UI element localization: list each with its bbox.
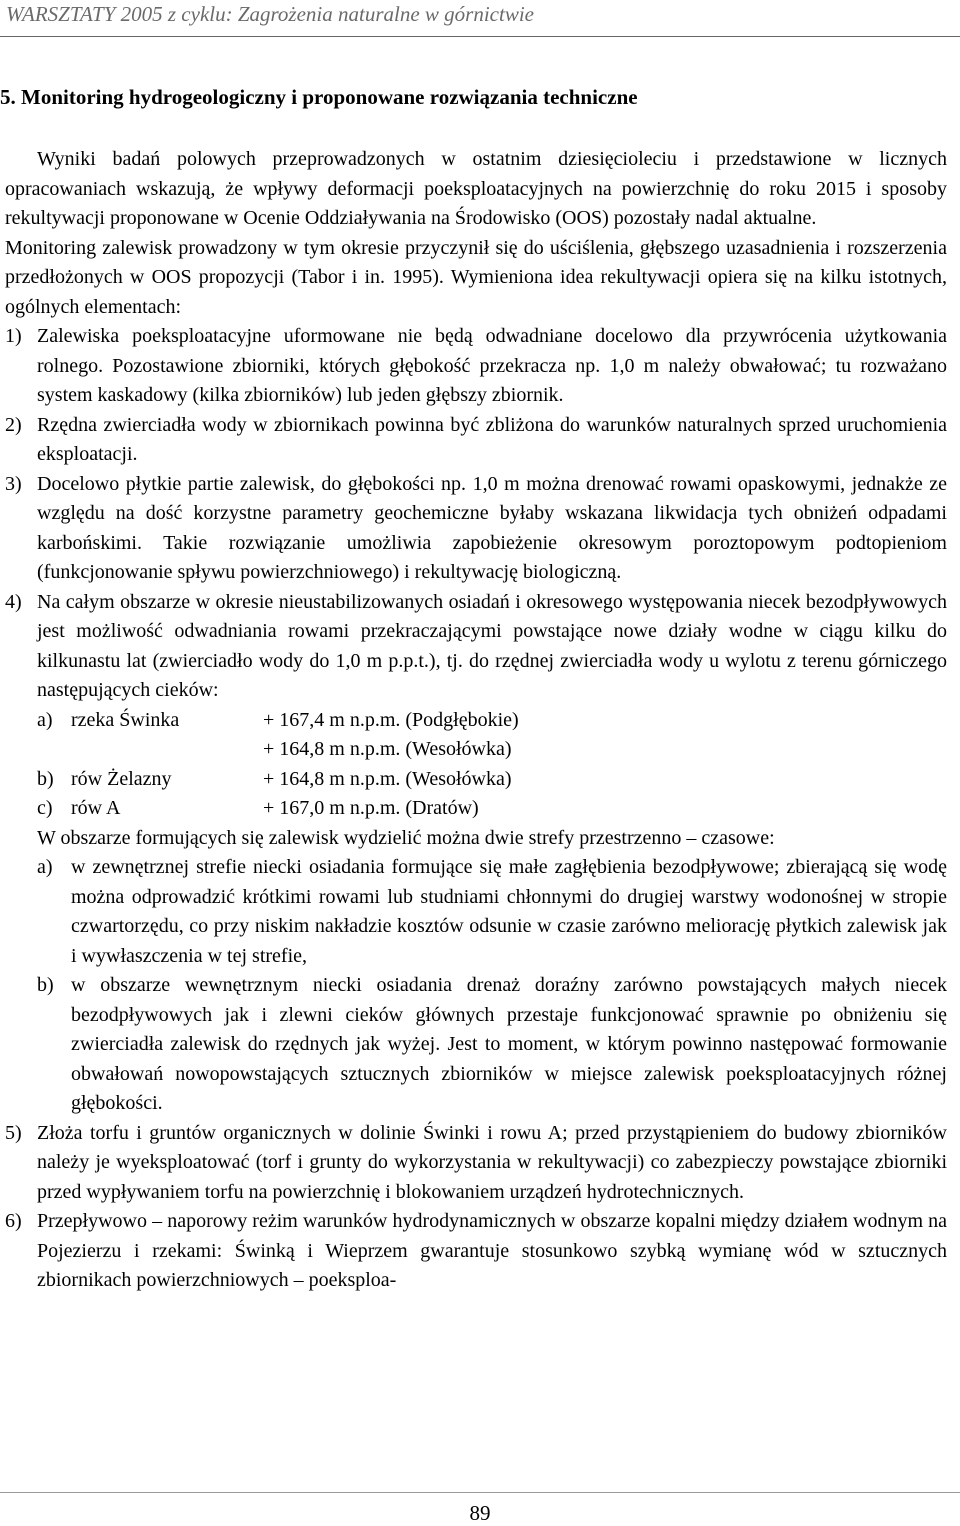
zones-intro: W obszarze formujących się zalewisk wydzielić można dwie strefy przestrzenno – czasowe: xyxy=(37,826,775,849)
watercourse-name: rów A xyxy=(71,797,121,819)
item-number: 4) xyxy=(5,590,22,613)
water-level-value: + 164,8 m n.p.m. (Wesołówka) xyxy=(263,767,512,790)
footer-divider xyxy=(0,1492,960,1493)
item-number: 6) xyxy=(5,1210,22,1232)
row-letter xyxy=(37,735,71,765)
item-text: Rzędna zwierciadła wody w zbiornikach powinna być zbliżona do warunków naturalnych sprzed uruchomienia eksploatacji. xyxy=(37,413,947,465)
list-item xyxy=(5,322,947,411)
item-text: Na całym obszarze w okresie nieustabilizowanych osiadań i okresowego występowania niecek bezodpływowych jest możliwość odwadniania rowami przekraczającymi powstające nowe działy wodne w ciągu kilku do kilkunastu lat (zwierciadło wody do 1,0 m p.p.t.), tj. do rzędnej zwierciadła wody u wylotu z terenu górniczego następujących cieków: xyxy=(37,590,947,701)
item-number: 3) xyxy=(5,472,22,495)
water-level-row xyxy=(37,794,947,824)
paragraph: Monitoring zalewisk prowadzony w tym okresie przyczynił się do uściślenia, głębszego uzasadnienia i rozszerzenia przedłożonych w OOS propozycji (Tabor i in. 1995). Wymieniona idea rekultywacji opiera się na kilku istotnych, ogólnych elementach: xyxy=(5,236,947,318)
item-text: Przepływowo – naporowy reżim warunków hydrodynamicznych w obszarze kopalni między działem wodnym na Pojezierzu i rzekami: Świnką i Wieprzem gwarantuje stosunkowo szybką wymianę wód w sztucznych zbiornikach powierzchniowych – poeksploa- xyxy=(37,1210,947,1291)
numbered-list xyxy=(5,322,947,1296)
zones-list xyxy=(37,853,947,1119)
watercourse-name: rzeka Świnka xyxy=(71,708,180,731)
zone-letter: a) xyxy=(37,856,53,878)
row-letter: c) xyxy=(37,797,53,819)
paragraph: Wyniki badań polowych przeprowadzonych w ostatnim dziesięcioleciu i przedstawione w licznych opracowaniach wskazują, że wpływy deformacji poeksploatacyjnych na powierzchnię do roku 2015 i sposoby rekultywacji proponowane w Ocenie Oddziaływania na Środowisko (OOS) pozostały nadal aktualne. xyxy=(5,148,947,229)
header-divider xyxy=(0,36,960,37)
item-number: 1) xyxy=(5,325,22,347)
zone-item xyxy=(37,853,947,971)
page-number: 89 xyxy=(469,1501,491,1525)
item-number: 5) xyxy=(5,1121,22,1144)
item-text: Złoża torfu i gruntów organicznych w dolinie Świnki i rowu A; przed przystąpieniem do budowy zbiorników należy je wyeksploatować (torf i grunty do wykorzystania w rekultywacji) co zabezpieczy powstające zbiorniki przed wypływaniem torfu na powierzchnię i blokowaniem urządzeń hydrotechnicznych. xyxy=(37,1121,947,1203)
zone-text: w zewnętrznej strefie niecki osiadania formujące się małe zagłębienia bezodpływowe; zbierającą się wodę można odprowadzić krótkimi rowami lub studniami chłonnymi do drugiej warstwy wodonośnej w stropie czwartorzędu, co przy niskim nakładzie kosztów odsunie w czasie zarówno meliorację płytkich zalewisk jak i wywłaszczenia w tej strefie, xyxy=(71,856,947,967)
water-level-table xyxy=(37,706,947,824)
water-level-row xyxy=(37,735,947,765)
water-level-value: + 167,4 m n.p.m. (Podgłębokie) xyxy=(263,708,519,731)
row-letter: a) xyxy=(37,708,53,731)
running-header: WARSZTATY 2005 z cyklu: Zagrożenia naturalne w górnictwie xyxy=(6,2,534,26)
list-item xyxy=(5,1119,947,1208)
section-title: 5. Monitoring hydrogeologiczny i proponowane rozwiązania techniczne xyxy=(0,85,638,109)
item-text: Docelowo płytkie partie zalewisk, do głębokości np. 1,0 m można drenować rowami opaskowymi, jednakże ze względu na dość korzystne parametry geochemiczne byłaby wskazana likwidacja tych obniżeń odpadami karbońskimi. Takie rozwiązanie umożliwia zapobieżenie okresowym poroztopowym podtopieniom (funkcjonowanie spływu powierzchniowego) i rekultywację biologiczną. xyxy=(37,472,947,583)
water-level-value: + 164,8 m n.p.m. (Wesołówka) xyxy=(263,738,512,760)
item-number: 2) xyxy=(5,413,22,436)
list-item xyxy=(5,411,947,470)
zone-letter: b) xyxy=(37,974,54,996)
water-level-row xyxy=(37,706,947,736)
item-text: Zalewiska poeksploatacyjne uformowane nie będą odwadniane docelowo dla przywrócenia użytkowania rolnego. Pozostawione zbiorniki, których głębokość przekracza np. 1,0 m należy obwałować; tu rozważano system kaskadowy (kilka zbiorników) lub jeden głębszy zbiornik. xyxy=(37,325,947,406)
watercourse-name: rów Żelazny xyxy=(71,767,172,790)
water-level-row xyxy=(37,765,947,795)
zone-item xyxy=(37,971,947,1119)
row-letter: b) xyxy=(37,767,54,790)
list-item xyxy=(5,1207,947,1296)
list-item xyxy=(5,588,947,1119)
zone-text: w obszarze wewnętrznym niecki osiadania drenaż doraźny zarówno powstających małych niecek bezodpływowych jak i zlewni cieków głównych przestaje funkcjonować sprawnie po obniżeniu się zwierciadła zalewisk do rzędnych jak wyżej. Jest to moment, w którym powinno następować formowanie obwałowań nowopowstających sztucznych zbiorników w miejsce zalewisk poeksploatacyjnych różnej głębokości. xyxy=(71,974,947,1114)
water-level-value: + 167,0 m n.p.m. (Dratów) xyxy=(263,797,479,819)
body-text xyxy=(5,145,947,1296)
watercourse-name xyxy=(71,735,263,765)
list-item xyxy=(5,470,947,588)
